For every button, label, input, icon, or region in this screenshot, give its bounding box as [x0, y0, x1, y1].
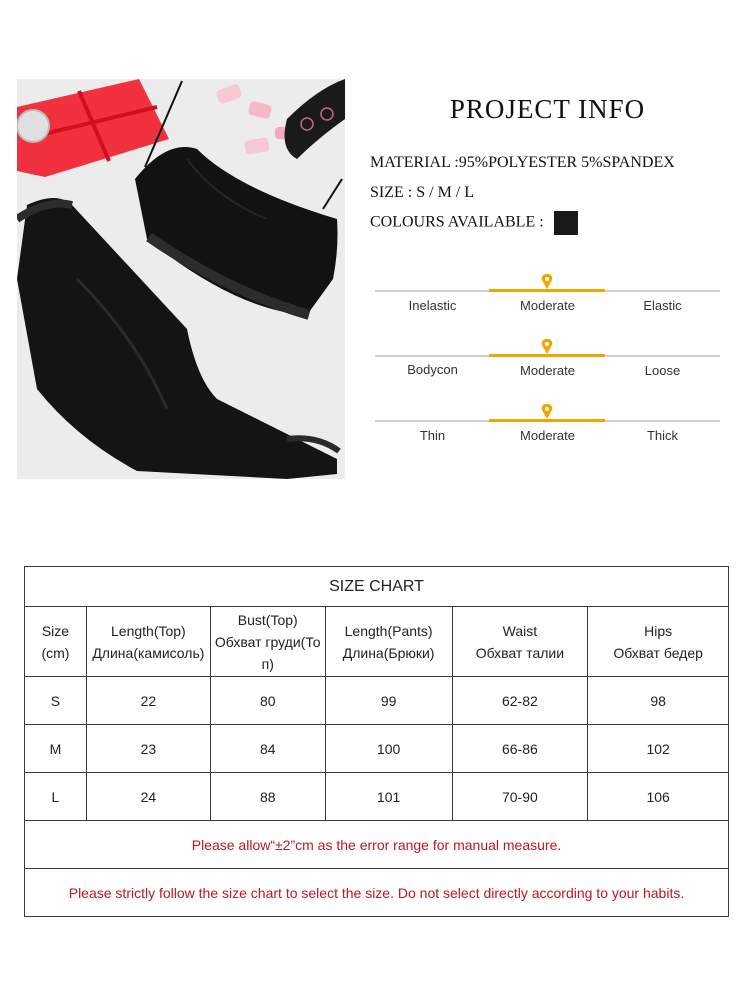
header-length-top: Length(Top) Длина(камисоль)	[86, 607, 210, 677]
scale-label: Elastic	[643, 298, 682, 313]
colours-label: COLOURS AVAILABLE :	[370, 213, 544, 231]
size-chart-title: SIZE CHART	[25, 567, 729, 607]
table-row	[25, 725, 729, 773]
location-pin-icon	[540, 274, 554, 290]
table-cell: 101	[325, 773, 452, 821]
table-cell: M	[25, 725, 87, 773]
colours-info	[370, 211, 578, 235]
scale-label: Bodycon	[407, 362, 458, 377]
table-row	[25, 677, 729, 725]
size-chart-table	[24, 566, 729, 917]
table-cell: 88	[210, 773, 325, 821]
scale-label: Thick	[646, 428, 679, 443]
table-row	[25, 773, 729, 821]
measure-error-note: Please allow“±2”cm as the error range for manual measure.	[25, 821, 729, 869]
table-cell: 84	[210, 725, 325, 773]
header-waist: Waist Обхват талии	[452, 607, 588, 677]
project-info-title: PROJECT INFO	[449, 94, 646, 124]
table-cell: 66-86	[452, 725, 588, 773]
thickness-scale	[375, 407, 720, 453]
table-header-row	[25, 607, 729, 677]
location-pin-icon	[540, 404, 554, 420]
header-size: Size (cm)	[25, 607, 87, 677]
table-cell: 62-82	[452, 677, 588, 725]
table-cell: 22	[86, 677, 210, 725]
table-cell: 70-90	[452, 773, 588, 821]
size-selection-note: Please strictly follow the size chart to select the size. Do not select directly according to your habits.	[25, 869, 729, 917]
size-info: SIZE : S / M / L	[370, 184, 475, 201]
header-bust-top: Bust(Top) Обхват груди(То п)	[210, 607, 325, 677]
table-cell: 80	[210, 677, 325, 725]
material-info: MATERIAL :95%POLYESTER 5%SPANDEX	[370, 154, 675, 171]
scale-label: Moderate	[520, 428, 575, 443]
table-cell: 102	[588, 725, 729, 773]
table-cell: S	[25, 677, 87, 725]
colour-swatch-black[interactable]	[554, 211, 578, 235]
table-cell: 99	[325, 677, 452, 725]
header-length-pants: Length(Pants) Длина(Брюки)	[325, 607, 452, 677]
table-cell: 106	[588, 773, 729, 821]
table-cell: L	[25, 773, 87, 821]
header-hips: Hips Обхват бедер	[588, 607, 729, 677]
table-cell: 100	[325, 725, 452, 773]
fit-scale	[375, 342, 720, 388]
elasticity-scale	[375, 277, 720, 323]
pajama-set-photo-icon	[17, 79, 345, 479]
table-cell: 98	[588, 677, 729, 725]
scale-label: Moderate	[520, 363, 575, 378]
product-photo	[17, 79, 345, 479]
scale-label: Inelastic	[408, 298, 457, 313]
scale-label: Thin	[419, 428, 446, 443]
scale-label: Loose	[644, 363, 681, 378]
table-cell: 23	[86, 725, 210, 773]
scale-label: Moderate	[520, 298, 575, 313]
table-cell: 24	[86, 773, 210, 821]
location-pin-icon	[540, 339, 554, 355]
